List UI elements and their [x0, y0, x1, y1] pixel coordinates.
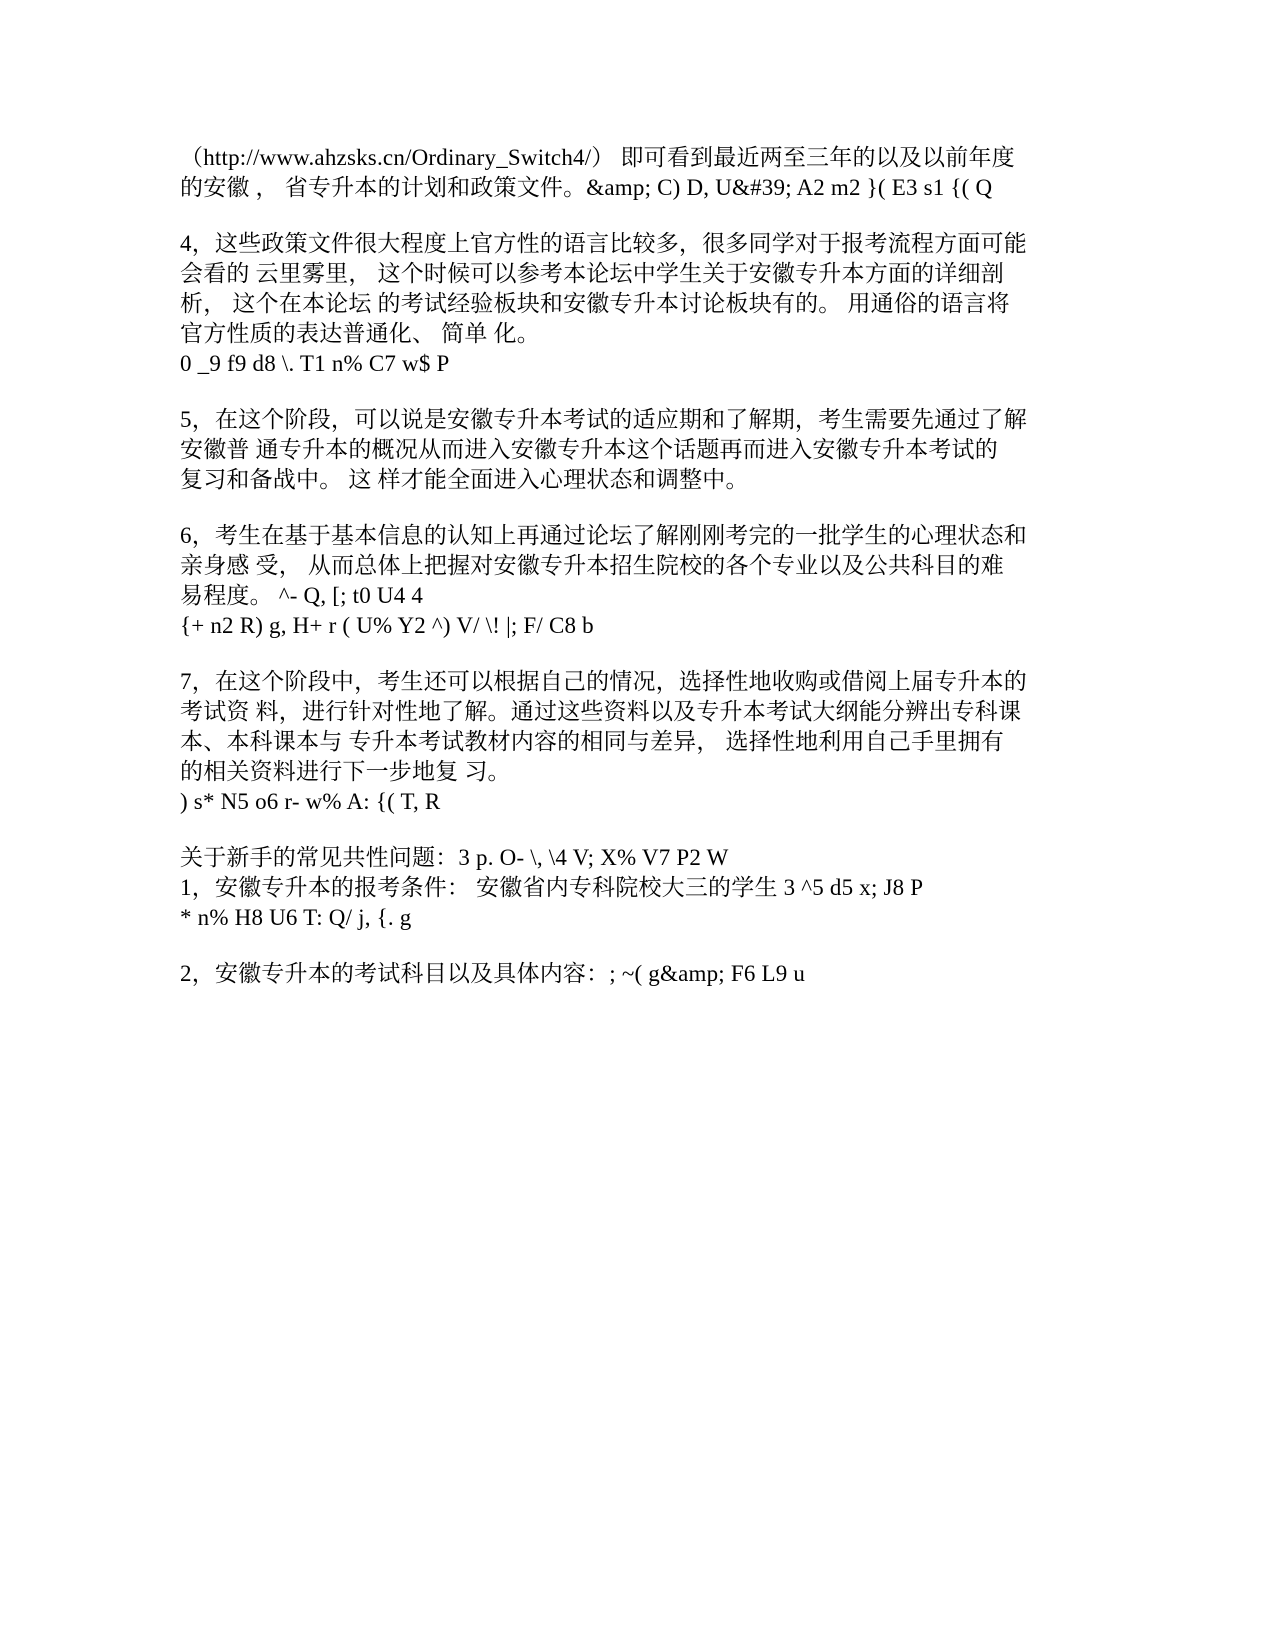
- text-line: 2，安徽专升本的考试科目以及具体内容：; ~( g&amp; F6 L9 u: [180, 961, 806, 986]
- text-line: 5，在这个阶段，可以说是安徽专升本考试的适应期和了解期，考生需要先通过了解: [180, 407, 1027, 432]
- text-line: 的安徽 ， 省专升本的计划和政策文件。&amp; C) D, U&#39; A2 m2 }( E3 s1 {( Q: [180, 175, 993, 200]
- text-line: 关于新手的常见共性问题：3 p. O- \, \4 V; X% V7 P2 W: [180, 845, 729, 870]
- text-line: 官方性质的表达普通化、 简单 化。: [180, 321, 540, 346]
- text-line: 复习和备战中。 这 样才能全面进入心理状态和调整中。: [180, 467, 749, 492]
- text-line: ) s* N5 o6 r- w% A: {( T, R: [180, 789, 441, 814]
- paragraph-item-5: [180, 405, 1080, 495]
- paragraph-item-7: [180, 667, 1080, 817]
- paragraph-item-6: [180, 521, 1080, 641]
- text-line: 1，安徽专升本的报考条件： 安徽省内专科院校大三的学生 3 ^5 d5 x; J8 P: [180, 875, 924, 900]
- text-line: 亲身感 受， 从而总体上把握对安徽专升本招生院校的各个专业以及公共科目的难: [180, 553, 1004, 578]
- text-line: 易程度。 ^- Q, [; t0 U4 4: [180, 583, 424, 608]
- text-line: 本、本科课本与 专升本考试教材内容的相同与差异， 选择性地利用自己手里拥有: [180, 729, 1004, 754]
- text-line: 4，这些政策文件很大程度上官方性的语言比较多，很多同学对于报考流程方面可能: [180, 231, 1027, 256]
- paragraph-item-4: [180, 229, 1080, 379]
- text-line: 7，在这个阶段中，考生还可以根据自己的情况，选择性地收购或借阅上届专升本的: [180, 669, 1027, 694]
- text-line: 0 _9 f9 d8 \. T1 n% C7 w$ P: [180, 351, 450, 376]
- text-line: 的相关资料进行下一步地复 习。: [180, 759, 511, 784]
- text-line: 会看的 云里雾里， 这个时候可以参考本论坛中学生关于安徽专升本方面的详细剖: [180, 261, 1004, 286]
- text-line: 6，考生在基于基本信息的认知上再通过论坛了解刚刚考完的一批学生的心理状态和: [180, 523, 1027, 548]
- text-line: * n% H8 U6 T: Q/ j, {. g: [180, 905, 412, 930]
- document-body: [180, 143, 1080, 1015]
- text-line: {+ n2 R) g, H+ r ( U% Y2 ^) V/ \! |; F/ C8 b: [180, 613, 594, 638]
- text-line: 考试资 料，进行针对性地了解。通过这些资料以及专升本考试大纲能分辨出专科课: [180, 699, 1022, 724]
- paragraph-common-questions: [180, 843, 1080, 933]
- paragraph-website-link: [180, 143, 1080, 203]
- text-line: 安徽普 通专升本的概况从而进入安徽专升本这个话题再而进入安徽专升本考试的: [180, 437, 998, 462]
- paragraph-exam-subjects: [180, 959, 1080, 989]
- text-line: 析， 这个在本论坛 的考试经验板块和安徽专升本讨论板块有的。 用通俗的语言将: [180, 291, 1010, 316]
- text-line: （http://www.ahzsks.cn/Ordinary_Switch4/） 即可看到最近两至三年的以及以前年度: [180, 145, 1015, 170]
